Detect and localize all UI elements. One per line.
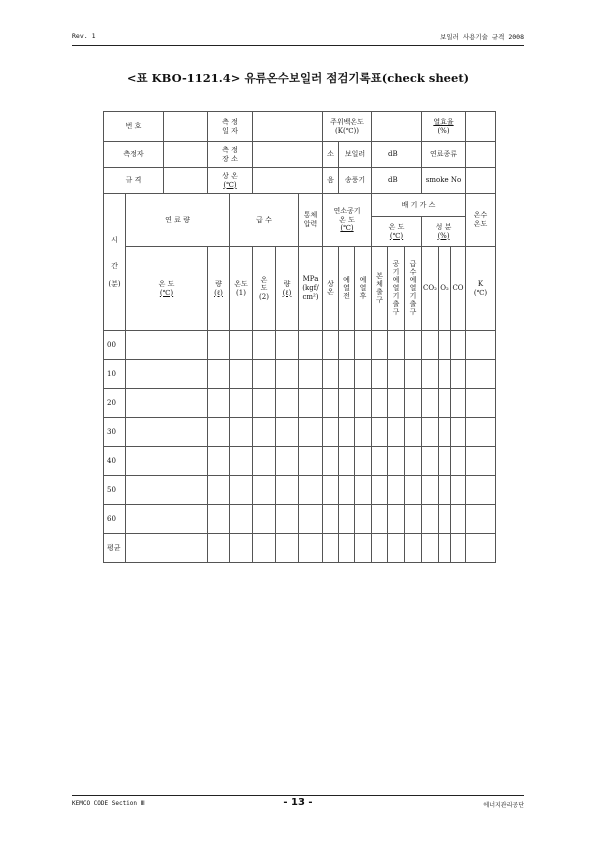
data-cell[interactable] [466,505,496,534]
data-cell[interactable] [208,447,230,476]
data-cell[interactable] [466,476,496,505]
data-row [104,476,496,505]
data-cell[interactable] [126,476,208,505]
exhaust-air-preheater-outlet-header: 공기예열기출구 [388,247,405,331]
info-row-1 [104,112,496,142]
data-cell[interactable] [208,418,230,447]
data-cell[interactable] [126,418,208,447]
time-label: 30 [104,418,126,447]
data-cell[interactable] [230,447,253,476]
data-cell[interactable] [451,476,466,505]
hot-water-unit-header: K (℃) [466,247,496,331]
page-number: - 13 - [283,797,313,808]
data-row [104,389,496,418]
data-cell[interactable] [388,505,405,534]
data-cell[interactable] [208,389,230,418]
time-label: 10 [104,360,126,389]
data-cell[interactable] [439,331,451,360]
data-cell[interactable] [323,360,339,389]
data-cell[interactable] [339,505,355,534]
fuel-amount-header: 연 료 량 [126,194,230,247]
page-title: <표 KBO-1121.4> 유류온수보일러 점검기록표(check sheet) [126,71,470,85]
data-cell[interactable] [439,447,451,476]
footer-organization: 에너지관리공단 [483,802,524,809]
data-cell[interactable] [253,534,276,563]
data-cell[interactable] [230,476,253,505]
data-cell[interactable] [372,331,388,360]
data-cell[interactable] [276,534,299,563]
exhaust-composition-header: 성 분 (%) [422,217,466,247]
data-cell[interactable] [355,447,372,476]
data-row [104,331,496,360]
data-cell[interactable] [372,418,388,447]
data-cell[interactable] [339,360,355,389]
data-row [104,534,496,563]
data-cell[interactable] [323,476,339,505]
data-row [104,418,496,447]
data-cell[interactable] [439,360,451,389]
data-cell[interactable] [422,476,439,505]
data-cell[interactable] [299,447,323,476]
data-cell[interactable] [372,360,388,389]
column-header-row-3 [104,247,496,331]
data-cell[interactable] [405,505,422,534]
data-cell[interactable] [355,534,372,563]
water-temp-2-header: 온도 (2) [253,247,276,331]
data-cell[interactable] [355,389,372,418]
info-label: 측 정 일 자 [208,112,253,142]
time-label: 40 [104,447,126,476]
feed-water-header: 급 수 [230,194,299,247]
data-cell[interactable] [208,360,230,389]
info-value-cell[interactable] [466,142,496,168]
data-cell[interactable] [339,534,355,563]
data-cell[interactable] [126,389,208,418]
data-cell[interactable] [405,534,422,563]
data-cell[interactable] [126,331,208,360]
info-value-cell[interactable] [164,112,208,142]
data-cell[interactable] [208,505,230,534]
data-cell[interactable] [355,476,372,505]
data-cell[interactable] [253,447,276,476]
data-cell[interactable] [466,418,496,447]
data-cell[interactable] [451,331,466,360]
header-rule [72,45,524,46]
data-cell[interactable] [439,476,451,505]
data-cell[interactable] [355,505,372,534]
data-cell[interactable] [230,389,253,418]
data-cell[interactable] [230,331,253,360]
data-cell[interactable] [422,418,439,447]
data-row [104,505,496,534]
info-value-cell[interactable] [164,142,208,168]
data-cell[interactable] [372,476,388,505]
data-cell[interactable] [355,360,372,389]
data-cell[interactable] [323,447,339,476]
info-label: 주위백온도 (K(℃)) [323,112,372,142]
data-rows [104,331,496,563]
info-value-cell[interactable] [372,112,422,142]
data-cell[interactable] [451,447,466,476]
data-cell[interactable] [422,389,439,418]
combustion-air-header: 연소공기 온 도 (℃) [323,194,372,247]
data-cell[interactable] [372,505,388,534]
water-temp-1-header: 온도 (1) [230,247,253,331]
data-cell[interactable] [299,534,323,563]
air-ambient-header: 상온 [323,247,339,331]
data-cell[interactable] [339,418,355,447]
data-cell[interactable] [372,447,388,476]
data-cell[interactable] [126,505,208,534]
time-label: 60 [104,505,126,534]
data-cell[interactable] [230,505,253,534]
data-cell[interactable] [208,331,230,360]
info-label: 규 격 [104,168,164,194]
data-cell[interactable] [230,360,253,389]
data-cell[interactable] [451,418,466,447]
info-value-cell[interactable] [164,168,208,194]
data-cell[interactable] [466,447,496,476]
data-cell[interactable] [276,360,299,389]
data-cell[interactable] [208,534,230,563]
data-cell[interactable] [276,505,299,534]
data-cell[interactable] [323,505,339,534]
data-cell[interactable] [276,447,299,476]
data-cell[interactable] [355,418,372,447]
info-label: 상 온 (℃) [208,168,253,194]
info-label: 열효율 (%) [422,112,466,142]
footer-rule [72,795,524,796]
data-cell[interactable] [253,360,276,389]
data-cell[interactable] [388,331,405,360]
check-sheet-table [103,111,496,563]
data-cell[interactable] [405,389,422,418]
data-cell[interactable] [126,534,208,563]
data-row [104,360,496,389]
time-label: 50 [104,476,126,505]
info-value-cell[interactable] [253,112,323,142]
data-cell[interactable] [276,389,299,418]
data-cell[interactable] [451,389,466,418]
data-cell[interactable] [422,331,439,360]
data-cell[interactable] [299,505,323,534]
header-document-title: 보일러 사용기술 규격 2008 [440,33,524,41]
data-cell[interactable] [299,389,323,418]
time-label: 00 [104,331,126,360]
data-cell[interactable] [323,331,339,360]
data-cell[interactable] [466,360,496,389]
info-label: smoke No [422,168,466,194]
time-header: 시 간 (분) [104,194,126,331]
info-row-2 [104,142,496,168]
data-row [104,447,496,476]
data-cell[interactable] [339,331,355,360]
data-cell[interactable] [372,389,388,418]
info-row-3 [104,168,496,194]
info-label: 번 호 [104,112,164,142]
data-cell[interactable] [466,389,496,418]
info-value-cell[interactable] [253,168,323,194]
time-label: 평균 [104,534,126,563]
data-cell[interactable] [439,505,451,534]
data-cell[interactable] [466,331,496,360]
fuel-temp-header: 온 도 (℃) [126,247,208,331]
data-cell[interactable] [405,360,422,389]
pressure-unit-header: MPa (kgf/ cm²) [299,247,323,331]
co-header: CO [451,247,466,331]
data-cell[interactable] [422,505,439,534]
data-cell[interactable] [405,331,422,360]
data-cell[interactable] [253,505,276,534]
data-cell[interactable] [405,447,422,476]
data-cell[interactable] [388,360,405,389]
water-amount-header: 량 (ℓ) [276,247,299,331]
info-label: 측정자 [104,142,164,168]
co2-header: CO₂ [422,247,439,331]
data-cell[interactable] [323,418,339,447]
data-cell[interactable] [339,447,355,476]
data-cell[interactable] [422,360,439,389]
data-cell[interactable] [323,389,339,418]
data-cell[interactable] [299,418,323,447]
data-cell[interactable] [451,534,466,563]
data-cell[interactable] [422,447,439,476]
info-label: 측 정 장 소 [208,142,253,168]
data-cell[interactable] [405,476,422,505]
data-cell[interactable] [299,360,323,389]
air-after-preheat-header: 예열후 [355,247,372,331]
hot-water-header: 온수 온도 [466,194,496,247]
info-value-cell[interactable] [466,112,496,142]
data-cell[interactable] [405,418,422,447]
page-footer [72,799,524,813]
data-cell[interactable] [253,418,276,447]
data-cell[interactable] [299,476,323,505]
data-cell[interactable] [422,534,439,563]
data-cell[interactable] [339,476,355,505]
data-cell[interactable] [388,418,405,447]
data-cell[interactable] [126,360,208,389]
data-cell[interactable] [451,360,466,389]
exhaust-body-outlet-header: 본체출구 [372,247,388,331]
data-cell[interactable] [439,534,451,563]
exhaust-water-preheater-outlet-header: 급수예열기출구 [405,247,422,331]
data-cell[interactable] [339,389,355,418]
data-cell[interactable] [388,447,405,476]
drum-pressure-header: 통체 압력 [299,194,323,247]
data-cell[interactable] [253,476,276,505]
time-label: 20 [104,389,126,418]
info-label: 음 [323,168,339,194]
data-cell[interactable] [439,418,451,447]
data-cell[interactable] [372,534,388,563]
o2-header: O₂ [439,247,451,331]
data-cell[interactable] [276,476,299,505]
data-cell[interactable] [299,331,323,360]
page-header [72,32,524,46]
data-cell[interactable] [466,534,496,563]
info-value-cell[interactable]: dB [372,142,422,168]
data-cell[interactable] [253,331,276,360]
data-cell[interactable] [355,331,372,360]
info-label: 송풍기 [339,168,372,194]
info-label: 소 [323,142,339,168]
info-label: 보일러 [339,142,372,168]
air-before-preheat-header: 예열전 [339,247,355,331]
data-cell[interactable] [276,331,299,360]
fuel-amount-sub-header: 량 (ℓ) [208,247,230,331]
data-cell[interactable] [126,447,208,476]
info-label: 연료종류 [422,142,466,168]
data-cell[interactable] [388,534,405,563]
data-cell[interactable] [323,534,339,563]
footer-code-section: KEMCO CODE Section Ⅲ [72,800,145,807]
column-header-row-1 [104,194,496,217]
header-revision: Rev. 1 [72,32,96,40]
data-cell[interactable] [230,534,253,563]
data-cell[interactable] [439,389,451,418]
data-cell[interactable] [451,505,466,534]
data-cell[interactable] [276,418,299,447]
data-cell[interactable] [388,389,405,418]
info-value-cell[interactable] [466,168,496,194]
info-value-cell[interactable]: dB [372,168,422,194]
data-cell[interactable] [388,476,405,505]
exhaust-temp-header: 온 도 (℃) [372,217,422,247]
data-cell[interactable] [230,418,253,447]
exhaust-gas-header: 배 기 가 스 [372,194,466,217]
data-cell[interactable] [208,476,230,505]
data-cell[interactable] [253,389,276,418]
info-value-cell[interactable] [253,142,323,168]
